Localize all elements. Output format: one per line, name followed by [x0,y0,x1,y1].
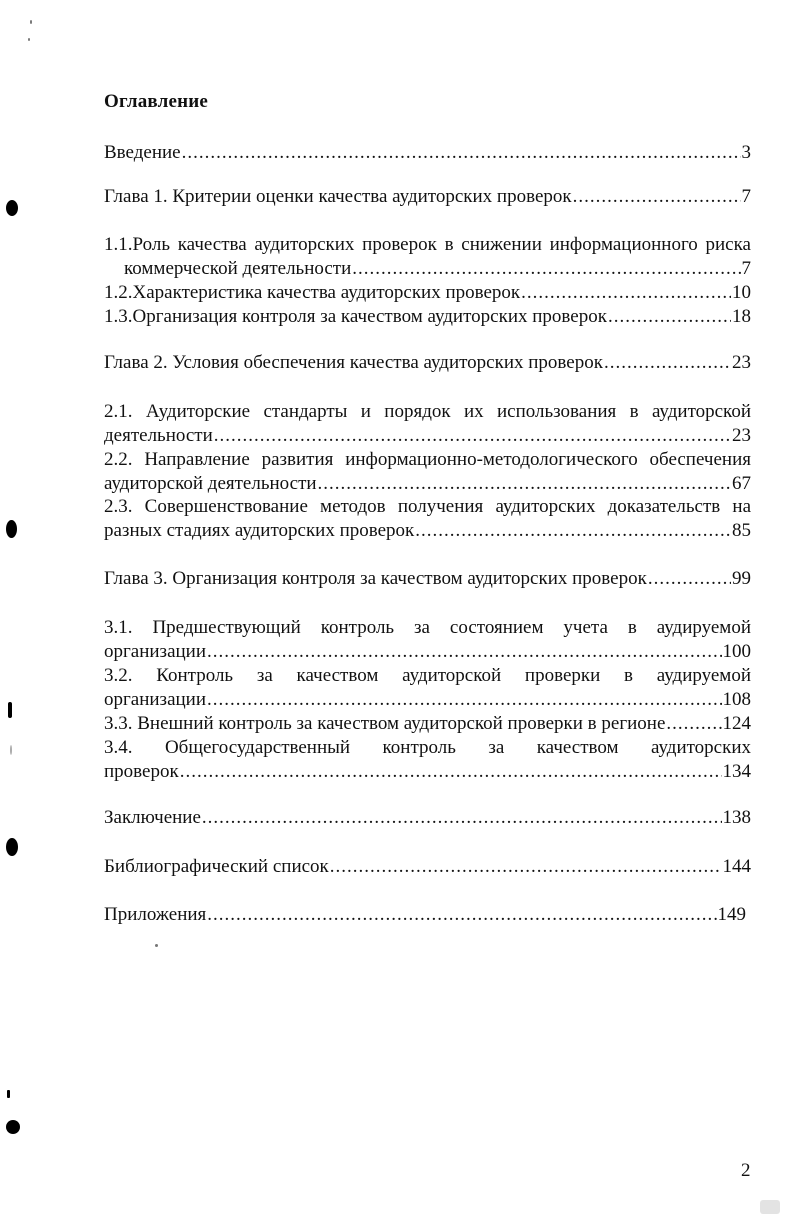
toc-page-number: 23 [732,425,751,446]
page-number: 2 [741,1160,751,1181]
leader-dots [214,424,731,448]
toc-page-number: 10 [732,282,751,303]
toc-page-number: 67 [732,473,751,494]
toc-entry-line: 3.2. Контроль за качеством аудиторской проверки в аудируемой [104,665,751,686]
leader-dots [207,640,721,664]
punch-hole-mark [6,1120,20,1134]
toc-entry-label: Приложения [104,904,207,925]
leader-dots [182,141,741,165]
toc-entry-label: 3.3. Внешний контроль за качеством аудиторской проверки в регионе [104,713,666,734]
leader-dots [202,806,722,830]
toc-entry-label: коммерческой деятельности [124,258,352,279]
punch-hole-mark [8,702,12,718]
leader-dots [521,281,731,305]
toc-page-number: 85 [732,520,751,541]
toc-entry-label: организации [104,641,207,662]
leader-dots [180,760,722,784]
toc-page-number: 138 [722,807,751,828]
toc-entry-1-3[interactable] [104,305,751,329]
toc-page-number: 18 [732,306,751,327]
toc-entry-line: 3.4. Общегосударственный контроль за качеством аудиторских [104,737,751,758]
toc-page-number: 108 [722,689,751,710]
toc-page-number: 7 [741,258,751,279]
toc-entry-chapter-1[interactable] [104,185,751,209]
toc-title: Оглавление [104,91,209,112]
toc-entry-2-1[interactable] [104,400,751,448]
toc-entry-line: 2.1. Аудиторские стандарты и порядок их использования в аудиторской [104,401,751,422]
toc-page-number: 3 [741,142,751,163]
toc-entry-3-3[interactable] [104,712,751,736]
leader-dots [573,185,741,209]
punch-hole-mark [7,1090,10,1098]
toc-entry-conclusion[interactable] [104,806,751,830]
leader-dots [648,567,731,591]
leader-dots [318,472,731,496]
toc-entry-label: Заключение [104,807,201,828]
scan-speck [760,1200,780,1214]
toc-page-number: 99 [732,568,751,589]
toc-page-number: 23 [732,352,751,373]
toc-entry-label: 1.2.Характеристика качества аудиторских проверок [104,282,521,303]
toc-entry-bibliography[interactable] [104,855,751,879]
toc-entry-1-2[interactable] [104,281,751,305]
toc-entry-label: Введение [104,142,181,163]
toc-page-number: 134 [722,761,751,782]
punch-hole-mark [6,520,17,538]
leader-dots [207,903,716,927]
toc-entry-line: 3.1. Предшествующий контроль за состоянием учета в аудируемой [104,617,751,638]
toc-entry-3-1[interactable] [104,616,751,664]
toc-entry-introduction[interactable] [104,141,751,165]
toc-page-number: 149 [717,904,746,925]
leader-dots [604,351,731,375]
scan-speck [28,38,30,41]
punch-hole-mark [6,838,18,856]
leader-dots [608,305,731,329]
toc-entry-chapter-2[interactable] [104,351,751,375]
toc-entry-label: Глава 3. Организация контроля за качеством аудиторских проверок [104,568,647,589]
toc-entry-1-1[interactable] [104,233,751,281]
leader-dots [207,688,721,712]
toc-page-number: 7 [741,186,751,207]
scan-speck [155,944,158,947]
toc-entry-label: организации [104,689,207,710]
toc-entry-label: Библиографический список [104,856,329,877]
toc-entry-line: 2.3. Совершенствование методов получения аудиторских доказательств на [104,496,751,517]
toc-entry-2-2[interactable] [104,448,751,496]
leader-dots [415,519,731,543]
scan-speck [30,20,32,24]
toc-entry-3-4[interactable] [104,736,751,784]
toc-entry-label: разных стадиях аудиторских проверок [104,520,415,541]
toc-entry-line: 2.2. Направление развития информационно-методологического обеспечения [104,449,751,470]
toc-entry-label: Глава 2. Условия обеспечения качества аудиторских проверок [104,352,603,373]
leader-dots [666,712,721,736]
toc-page-number: 124 [722,713,751,734]
scan-speck [10,745,12,755]
toc-entry-appendices[interactable] [104,903,746,927]
toc-entry-label: аудиторской деятельности [104,473,317,494]
toc-entry-3-2[interactable] [104,664,751,712]
toc-entry-label: 1.3.Организация контроля за качеством аудиторских проверок [104,306,607,327]
toc-entry-line: 1.1.Роль качества аудиторских проверок в снижении информационного риска [104,234,751,255]
toc-page-number: 144 [722,856,751,877]
toc-entry-label: проверок [104,761,179,782]
leader-dots [330,855,722,879]
leader-dots [352,257,740,281]
punch-hole-mark [6,200,18,216]
toc-entry-chapter-3[interactable] [104,567,751,591]
toc-entry-label: Глава 1. Критерии оценки качества аудиторских проверок [104,186,572,207]
toc-page-number: 100 [722,641,751,662]
toc-entry-label: деятельности [104,425,213,446]
toc-entry-2-3[interactable] [104,495,751,543]
